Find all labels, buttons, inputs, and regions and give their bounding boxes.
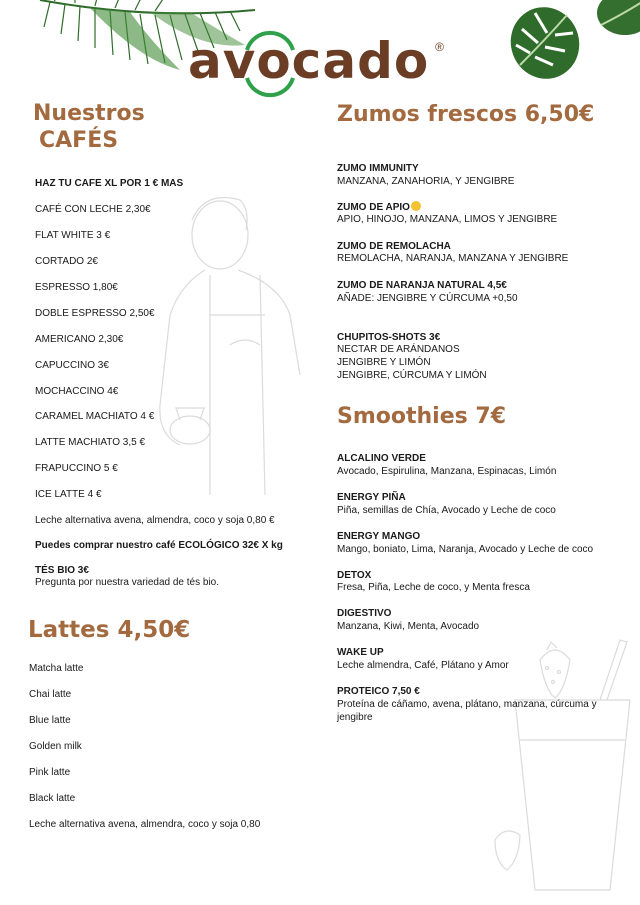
menu-item-capuccino: CAPUCCINO 3€ [35, 360, 109, 371]
latte-item-blue: Blue latte [29, 715, 71, 726]
zumo-name: ZUMO DE NARANJA NATURAL 4,5€ [337, 280, 507, 291]
menu-item-mochaccino: MOCHACCINO 4€ [35, 386, 119, 397]
smoothie-desc: Proteína de cáñamo, avena, plátano, manzana, cúrcuma y [337, 699, 597, 710]
shot-item: NECTAR DE ARÁNDANOS [337, 344, 460, 355]
menu-item-americano: AMERICANO 2,30€ [35, 334, 124, 345]
shots-title: CHUPITOS-SHOTS 3€ [337, 332, 441, 343]
smoothie-desc: Leche almendra, Café, Plátano y Amor [337, 660, 509, 671]
cafes-heading [33, 100, 145, 154]
zumo-name: ZUMO IMMUNITY [337, 163, 419, 174]
zumo-name: ZUMO DE REMOLACHA [337, 241, 451, 252]
coin-icon [411, 201, 421, 211]
menu-item-latte-machiato: LATTE MACHIATO 3,5 € [35, 437, 146, 448]
xl-promo: HAZ TU CAFE XL POR 1 € MAS [35, 178, 184, 189]
logo-text: avocado [188, 32, 430, 90]
smoothie-desc: Fresa, Piña, Leche de coco, y Menta fresca [337, 582, 530, 593]
shot-item: JENGIBRE Y LIMÓN [337, 357, 431, 368]
tes-desc: Pregunta por nuestra variedad de tés bio. [35, 577, 220, 588]
zumo-apio-name: ZUMO DE APIO [337, 202, 410, 213]
smoothie-name: ALCALINO VERDE [337, 453, 426, 464]
zumo-desc: REMOLACHA, NARANJA, MANZANA Y JENGIBRE [337, 253, 569, 264]
smoothie-name: ENERGY MANGO [337, 531, 421, 542]
smoothie-desc: Avocado, Espirulina, Manzana, Espinacas, Limón [337, 466, 557, 477]
menu-item-espresso: ESPRESSO 1,80€ [35, 282, 118, 293]
smoothie-desc-cont: jengibre [337, 712, 373, 723]
latte-item-black: Black latte [29, 793, 76, 804]
menu-item-flat-white: FLAT WHITE 3 € [35, 230, 111, 241]
latte-item-leche-alternativa: Leche alternativa avena, almendra, coco y soja 0,80 [29, 819, 261, 830]
zumo-desc: AÑADE: JENGIBRE Y CÚRCUMA +0,50 [337, 293, 518, 304]
menu-item-caramel-machiato: CARAMEL MACHIATO 4 € [35, 411, 155, 422]
lattes-heading: Lattes 4,50€ [28, 617, 191, 643]
zumo-desc: MANZANA, ZANAHORIA, Y JENGIBRE [337, 176, 515, 187]
tes-title: TÉS BIO 3€ [35, 565, 89, 576]
smoothies-heading: Smoothies 7€ [337, 404, 507, 429]
cafes-title-line2: CAFÉS [39, 128, 119, 153]
latte-item-chai: Chai latte [29, 689, 72, 700]
eco-note: Puedes comprar nuestro café ECOLÓGICO 32€ X kg [35, 540, 283, 551]
menu-item-cortado: CORTADO 2€ [35, 256, 98, 267]
latte-item-golden: Golden milk [29, 741, 82, 752]
menu-item-frapuccino: FRAPUCCINO 5 € [35, 463, 118, 474]
smoothie-name: PROTEICO 7,50 € [337, 686, 420, 697]
zumo-desc: APIO, HINOJO, MANZANA, LIMOS Y JENGIBRE [337, 214, 558, 225]
latte-item-matcha: Matcha latte [29, 663, 84, 674]
menu-item-doble-espresso: DOBLE ESPRESSO 2,50€ [35, 308, 155, 319]
monstera-leaf-icon [505, 0, 640, 95]
menu-item-leche-alternativa: Leche alternativa avena, almendra, coco y soja 0,80 € [35, 515, 275, 526]
smoothie-desc: Mango, boniato, Lima, Naranja, Avocado y Leche de coco [337, 544, 594, 555]
smoothie-desc: Manzana, Kiwi, Menta, Avocado [337, 621, 480, 632]
zumos-heading: Zumos frescos 6,50€ [337, 102, 595, 127]
shot-item: JENGIBRE, CÚRCUMA Y LIMÓN [337, 370, 487, 381]
menu-item-ice-latte: ICE LATTE 4 € [35, 489, 102, 500]
smoothie-name: DIGESTIVO [337, 608, 392, 619]
cafes-title-line1: Nuestros [33, 101, 145, 126]
smoothie-name: WAKE UP [337, 647, 384, 658]
smoothie-name: DETOX [337, 570, 372, 581]
barista-illustration [150, 175, 330, 495]
latte-item-pink: Pink latte [29, 767, 71, 778]
registered-mark: ® [435, 40, 444, 54]
menu-item-cafe-con-leche: CAFÉ CON LECHE 2,30€ [35, 204, 151, 215]
brand-logo [180, 18, 450, 98]
smoothie-desc: Piña, semillas de Chía, Avocado y Leche de coco [337, 505, 556, 516]
smoothie-name: ENERGY PIÑA [337, 492, 406, 503]
